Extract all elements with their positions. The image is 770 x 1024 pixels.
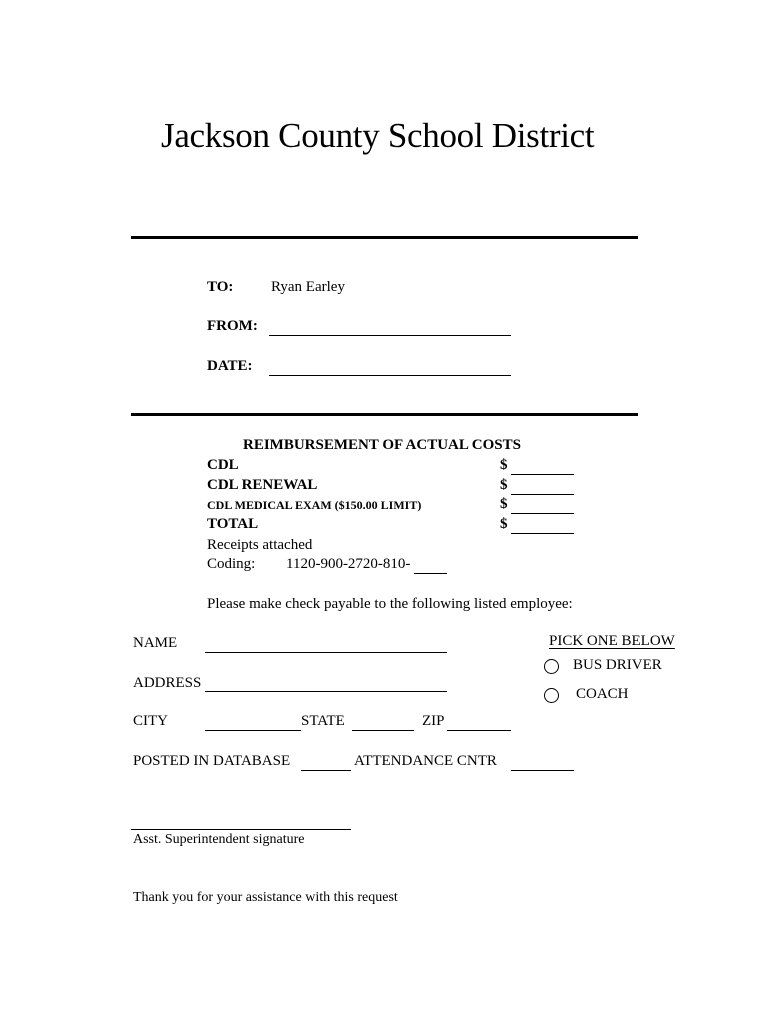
- top-divider: [131, 236, 638, 239]
- date-label: DATE:: [207, 358, 253, 374]
- coach-radio[interactable]: [544, 688, 559, 703]
- middle-divider: [131, 413, 638, 416]
- address-field[interactable]: [205, 691, 447, 692]
- cdl-renewal-amount-field[interactable]: [511, 494, 574, 495]
- cdl-amount-field[interactable]: [511, 474, 574, 475]
- state-field[interactable]: [352, 730, 414, 731]
- currency-sign: $: [500, 457, 508, 473]
- total-amount-field[interactable]: [511, 533, 574, 534]
- name-label: NAME: [133, 635, 178, 651]
- zip-label: ZIP: [422, 713, 445, 729]
- to-label: TO:: [207, 279, 234, 295]
- date-field[interactable]: [269, 375, 511, 376]
- posted-label: POSTED IN DATABASE: [133, 753, 291, 769]
- from-label: FROM:: [207, 318, 258, 334]
- from-field[interactable]: [269, 335, 511, 336]
- attendance-label: ATTENDANCE CNTR: [354, 753, 497, 769]
- name-field[interactable]: [205, 652, 447, 653]
- state-label: STATE: [301, 713, 345, 729]
- thanks-note: Thank you for your assistance with this request: [133, 890, 398, 905]
- coach-label: COACH: [576, 686, 629, 702]
- cost-item-total: TOTAL: [207, 516, 259, 532]
- posted-field[interactable]: [301, 770, 351, 771]
- coding-suffix-field[interactable]: [414, 573, 447, 574]
- cost-item-cdl: CDL: [207, 457, 239, 473]
- costs-heading: REIMBURSEMENT OF ACTUAL COSTS: [243, 437, 521, 453]
- city-field[interactable]: [205, 730, 301, 731]
- coding-value: 1120-900-2720-810-: [286, 556, 411, 572]
- currency-sign: $: [500, 477, 508, 493]
- currency-sign: $: [500, 496, 508, 512]
- bus-driver-radio[interactable]: [544, 659, 559, 674]
- attendance-field[interactable]: [511, 770, 574, 771]
- cost-item-cdl-medical: CDL MEDICAL EXAM ($150.00 LIMIT): [207, 498, 422, 512]
- page-title: Jackson County School District: [161, 116, 595, 155]
- city-label: CITY: [133, 713, 168, 729]
- to-value: Ryan Earley: [271, 279, 345, 295]
- signature-line[interactable]: [131, 829, 351, 830]
- cdl-medical-amount-field[interactable]: [511, 513, 574, 514]
- signature-label: Asst. Superintendent signature: [133, 832, 305, 847]
- payee-instruction: Please make check payable to the following listed employee:: [207, 596, 573, 612]
- currency-sign: $: [500, 516, 508, 532]
- address-label: ADDRESS: [133, 675, 202, 691]
- cost-item-cdl-renewal: CDL RENEWAL: [207, 477, 318, 493]
- coding-label: Coding:: [207, 556, 256, 572]
- receipts-note: Receipts attached: [207, 537, 313, 553]
- zip-field[interactable]: [447, 730, 511, 731]
- bus-driver-label: BUS DRIVER: [573, 657, 662, 673]
- pick-heading: PICK ONE BELOW: [549, 633, 675, 649]
